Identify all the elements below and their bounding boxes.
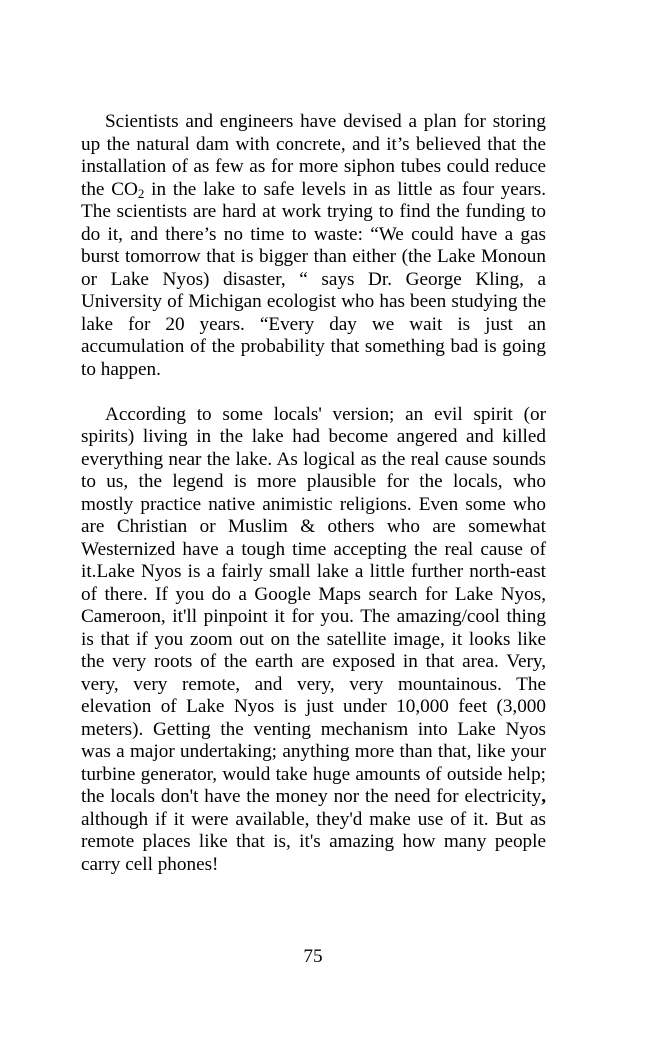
paragraph-1 [81, 111, 546, 381]
paragraph-2-text-cont: although if it were available, they'd make use of it. But as remote places like that is, it's amazing how many people carry cell phones! [81, 808, 546, 875]
paragraph-2 [81, 404, 546, 877]
paragraph-2-text: According to some locals' version; an evil spirit (or spirits) living in the lake had become angered and killed everything near the lake. As logical as the real cause sounds to us, the legend is more plausible for the locals, who mostly practice native animistic religions. Even some who are Christian or Muslim & others who are somewhat Westernized have a tough time accepting the real cause of it.Lake Nyos is a fairly small lake a little further north-east of there. If you do a Google Maps search for Lake Nyos, Cameroon, it'll pinpoint it for you. The amazing/cool thing is that if you zoom out on the satellite image, it looks like the very roots of the earth are exposed in that area. Very, very, very remote, and very, very mountainous. The elevation of Lake Nyos is just under 10,000 feet (3,000 meters). Getting the venting mechanism into Lake Nyos was a major undertaking; anything more than that, like your turbine generator, would take huge amounts of outside help; the locals don't have the money nor the need for electricity [81, 403, 546, 807]
paragraph-1-text-cont: in the lake to safe levels in as little as four years. The scientists are hard at work trying to find the funding to do it, and there’s no time to waste: “We could have a gas burst tomorrow that is bigger than either (the Lake Monoun or Lake Nyos) disaster, “ says Dr. George Kling, a University of Michigan ecologist who has been studying the lake for 20 years. “Every day we wait is just an accumulation of the probability that something bad is going to happen. [81, 178, 546, 380]
paragraph-1-text: Scientists and engineers have devised a plan for storing up the natural dam with concrete, and it’s believed that the installation of as few as for more siphon tubes could reduce the CO [81, 111, 546, 200]
co2-subscript: 2 [137, 185, 145, 201]
page-number: 75 [303, 946, 323, 967]
bold-comma: , [541, 786, 546, 807]
body-text [81, 111, 546, 876]
